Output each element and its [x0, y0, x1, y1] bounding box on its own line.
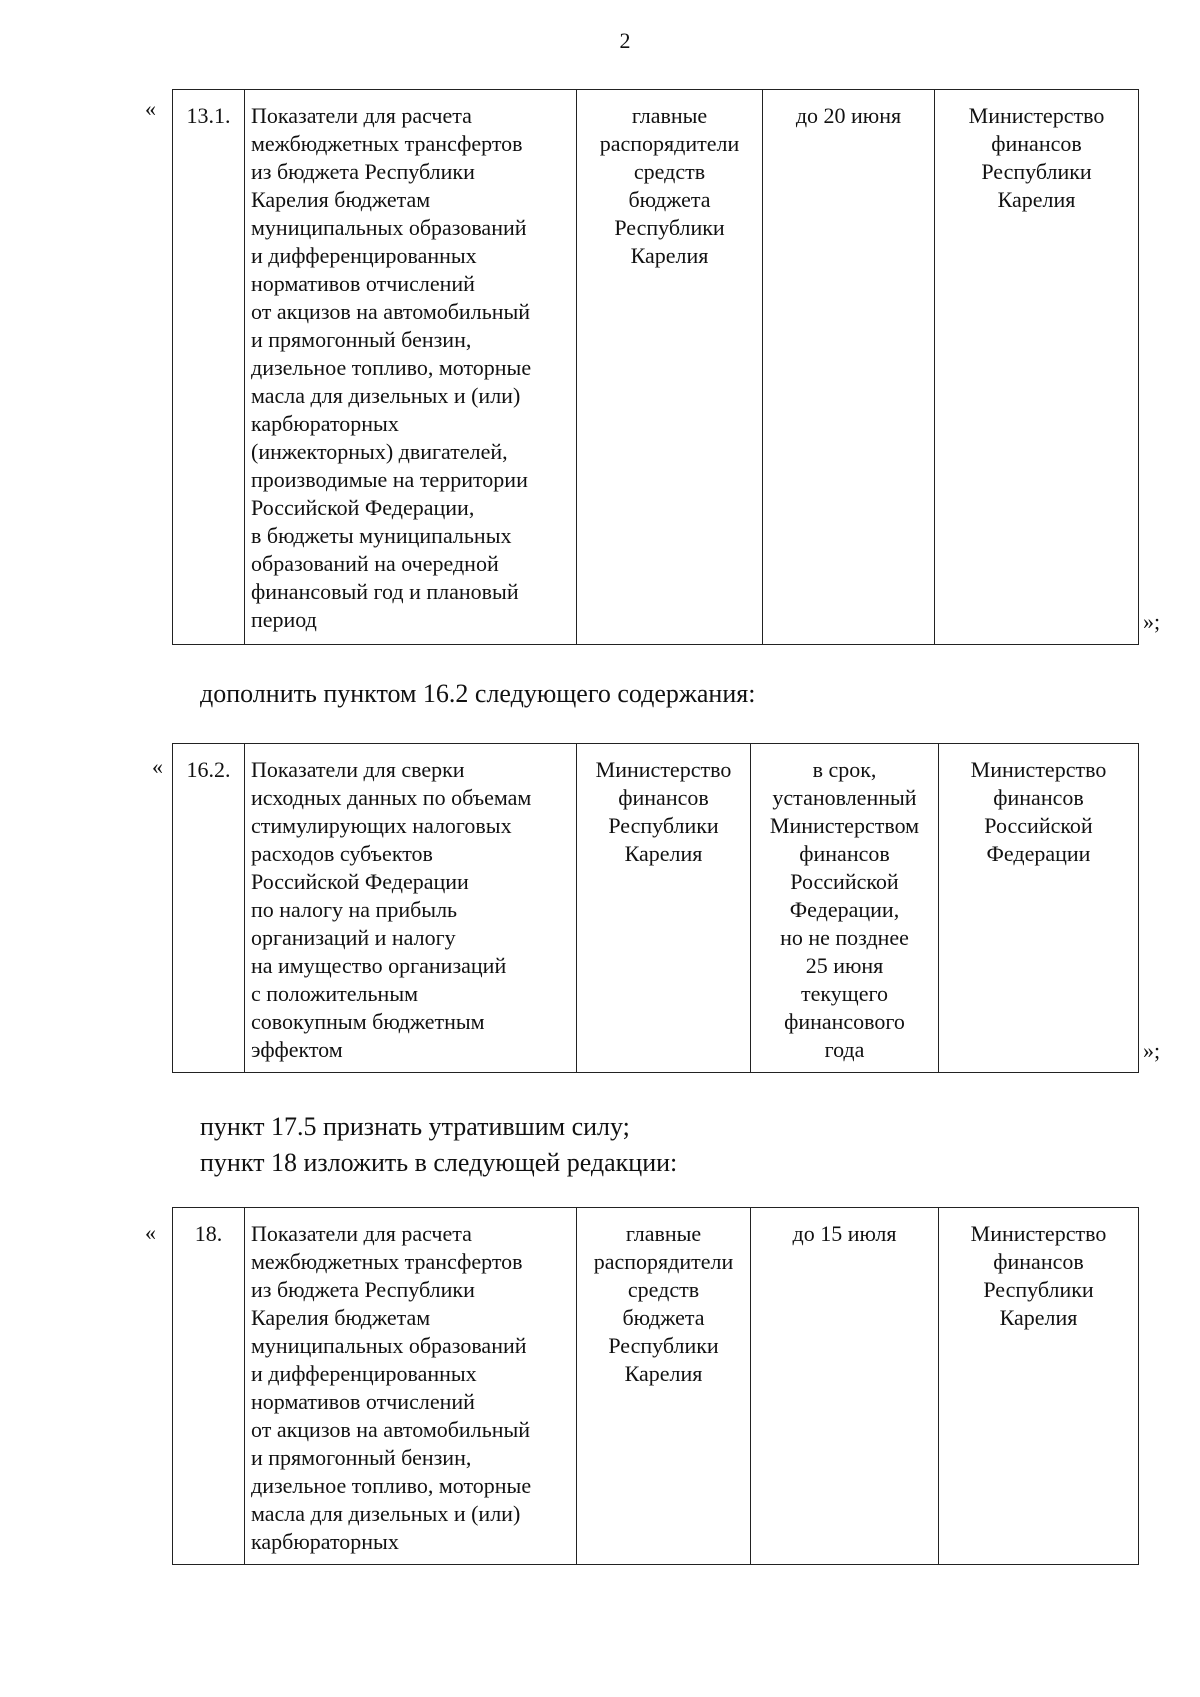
paragraph-18: пункт 18 изложить в следующей редакции:	[200, 1148, 678, 1177]
quote-open: «	[152, 754, 163, 779]
item-description: Показатели для расчета межбюджетных трансфертов из бюджета Республики Карелия бюджетам муниципальных образований и дифференцированных нормативов отчислений от акцизов на автомобильный и прямогонный бензин, дизельное топливо, моторные масла для дизельных и (или) карбюраторных	[245, 1208, 577, 1565]
item-deadline: до 20 июня	[763, 90, 935, 645]
quote-close: »;	[1143, 609, 1161, 634]
paragraph-add-16-2: дополнить пунктом 16.2 следующего содержания:	[200, 679, 756, 708]
table-item-18	[172, 1207, 1139, 1565]
table-item-13-1	[172, 89, 1139, 645]
item-responsible: главные распорядители средств бюджета Республики Карелия	[577, 90, 763, 645]
table-row	[173, 1208, 1139, 1565]
quote-open: «	[145, 1220, 156, 1245]
item-number: 13.1.	[173, 90, 245, 645]
table-item-16-2	[172, 743, 1139, 1073]
item-recipient: Министерство финансов Республики Карелия	[939, 1208, 1139, 1565]
item-number: 18.	[173, 1208, 245, 1565]
table-row	[173, 90, 1139, 645]
item-responsible: главные распорядители средств бюджета Республики Карелия	[577, 1208, 751, 1565]
quote-open: «	[145, 96, 156, 121]
quote-close: »;	[1143, 1038, 1161, 1063]
page-number: 2	[619, 28, 631, 53]
item-recipient: Министерство финансов Республики Карелия	[935, 90, 1139, 645]
item-deadline: до 15 июля	[751, 1208, 939, 1565]
paragraph-17-5: пункт 17.5 признать утратившим силу;	[200, 1112, 630, 1141]
item-description: Показатели для расчета межбюджетных трансфертов из бюджета Республики Карелия бюджетам муниципальных образований и дифференцированных нормативов отчислений от акцизов на автомобильный и прямогонный бензин, дизельное топливо, моторные масла для дизельных и (или) карбюраторных (инжекторных) двигателей, производимые на территории Российской Федерации, в бюджеты муниципальных образований на очередной финансовый год и плановый период	[245, 90, 577, 645]
item-responsible: Министерство финансов Республики Карелия	[577, 744, 751, 1073]
item-deadline: в срок, установленный Министерством финансов Российской Федерации, но не позднее 25 июня текущего финансового года	[751, 744, 939, 1073]
item-number: 16.2.	[173, 744, 245, 1073]
table-row	[173, 744, 1139, 1073]
item-recipient: Министерство финансов Российской Федерации	[939, 744, 1139, 1073]
item-description: Показатели для сверки исходных данных по объемам стимулирующих налоговых расходов субъектов Российской Федерации по налогу на прибыль организаций и налогу на имущество организаций с положительным совокупным бюджетным эффектом	[245, 744, 577, 1073]
